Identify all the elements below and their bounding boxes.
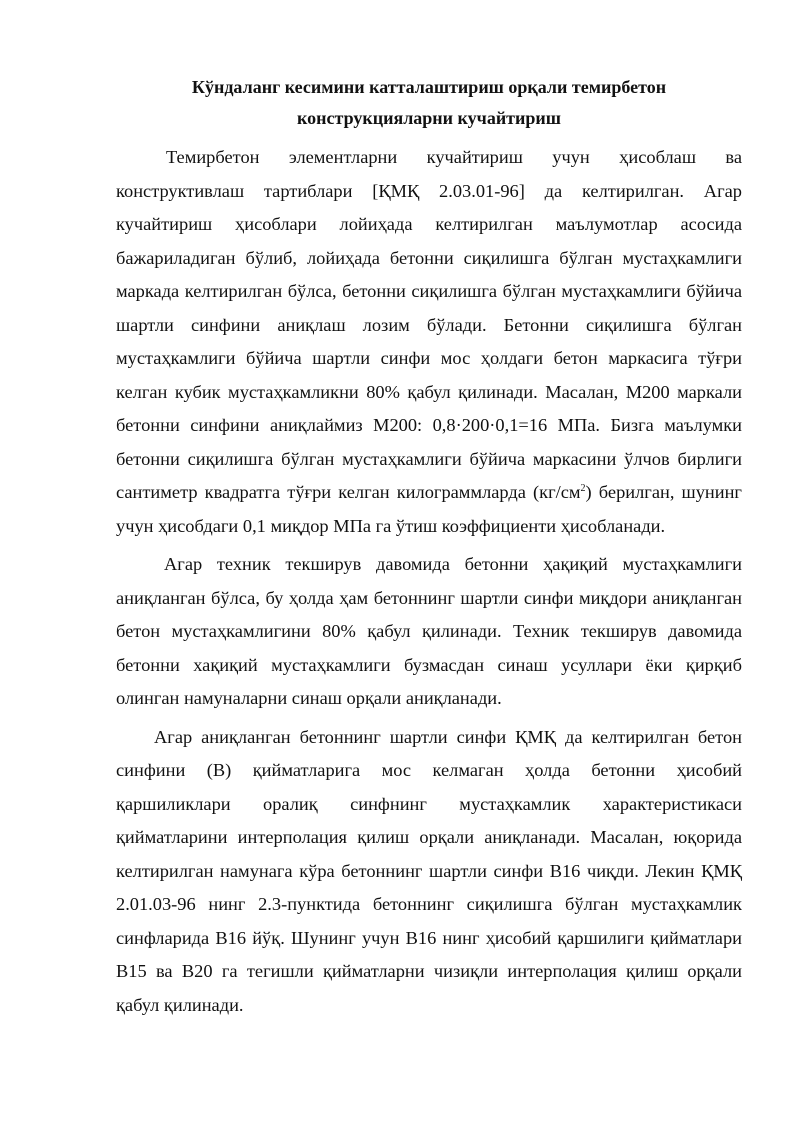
superscript-2: 2 (580, 482, 586, 494)
paragraph-2: Агар техник текширув давомида бетонни ҳақиқий мустаҳкамлиги аниқланган бўлса, бу ҳолда ҳам бетоннинг шартли синфи миқдори аниқланган бетон мустаҳкамлигини 80% қабул қилинади. Техник текширув давомида бетонни хақиқий мустаҳкамлиги бузмасдан синаш усуллари ёки қирқиб олинган намуналарни синаш орқали аниқланади. (116, 554, 742, 708)
title-line-2: конструкцияларни кучайтириш (297, 108, 561, 128)
document-body (116, 72, 742, 1022)
paragraph-3: Агар аниқланган бетоннинг шартли синфи ҚМҚ да келтирилган бетон синфини (В) қийматларига мос келмаган ҳолда бетонни ҳисобий қаршиликлари оралиқ синфнинг мустаҳкамлик характеристикаси қийматларини интерполация қилиш орқали аниқланади. Масалан, юқорида келтирилган намунага кўра бетоннинг шартли синфи В16 чиқди. Лекин ҚМҚ 2.01.03-96 нинг 2.3-пунктида бетоннинг сиқилишга бўлган мустаҳкамлик синфларида В16 йўқ. Шунинг учун В16 нинг ҳисобий қаршилиги қийматлари В15 ва В20 га тегишли қийматларни чизиқли интерполация қилиш орқали қабул қилинади. (116, 726, 742, 1015)
document-title (116, 72, 742, 134)
paragraph-1-text: Темирбетон элементларни кучайтириш учун ҳисоблаш ва конструктивлаш тартиблари [ҚМҚ 2.03.01-96] да келтирилган. Агар кучайтириш ҳисоблари лойиҳада келтирилган маълумотлар асосида бажариладиган бўлиб, лойиҳада бетонни сиқилишга бўлган мустаҳкамлиги маркада келтирилган бўлса, бетонни сиқилишга бўлган мустаҳкамлиги бўйича шартли синфини аниқлаш лозим бўлади. Бетонни сиқилишга бўлган мустаҳкамлиги бўйича шартли синфи мос ҳолдаги бетон маркасига тўғри келган кубик мустаҳкамликни 80% қабул қилинади. Масалан, М200 маркали бетонни синфини аниқлаймиз М200: 0,8·200·0,1=16 МПа. Бизга маълумки бетонни сиқилишга бўлган мустаҳкамлиги бўйича маркасини ўлчов бирлиги сантиметр квадратга тўғри келган килограммларда (кг/см (116, 147, 742, 502)
paragraph-1-text-end: ) берилган, шунинг учун ҳисобдаги 0,1 миқдор МПа га ўтиш коэффициенти ҳисобланади. (116, 482, 742, 536)
paragraph-1 (116, 141, 742, 543)
title-line-1: Кўндаланг кесимини катталаштириш орқали темирбетон (191, 77, 667, 97)
